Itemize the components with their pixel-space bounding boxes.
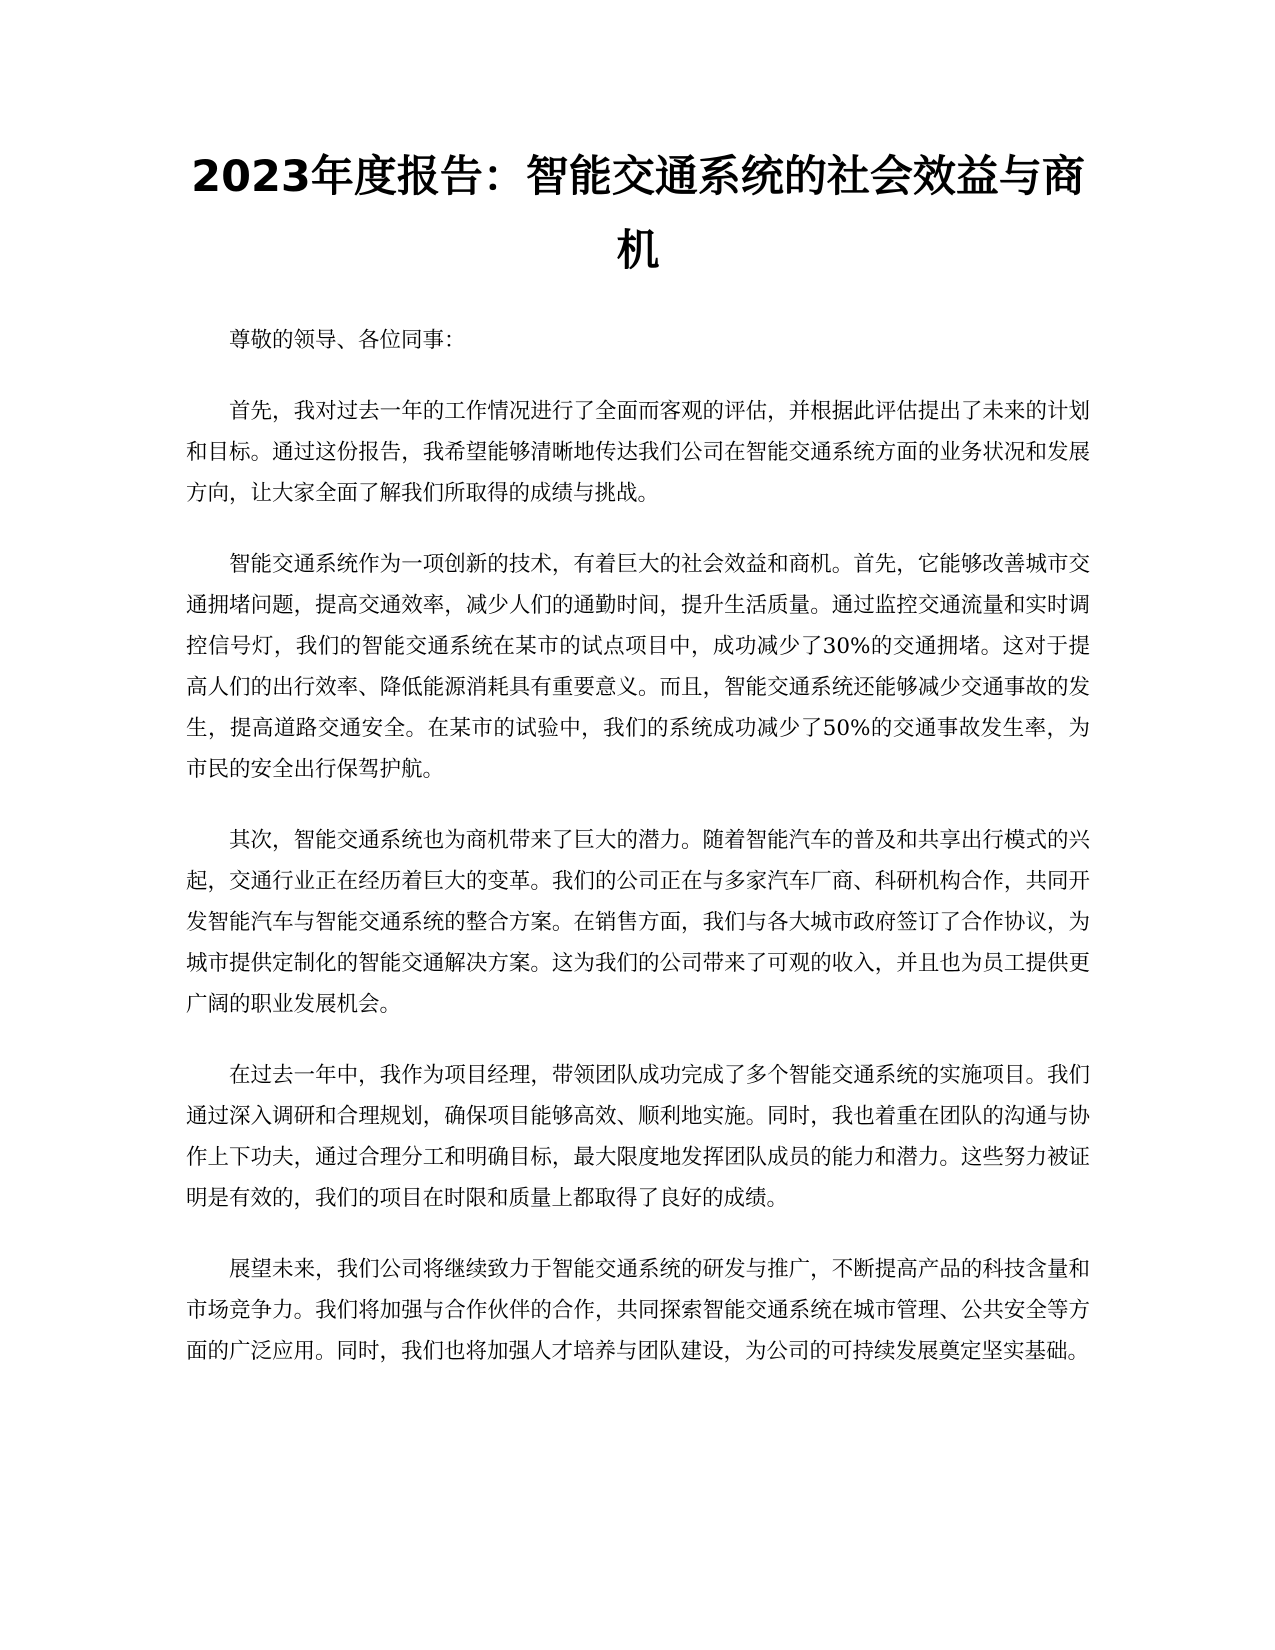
salutation: 尊敬的领导、各位同事： <box>229 328 466 353</box>
paragraph-project-review: 在过去一年中，我作为项目经理，带领团队成功完成了多个智能交通系统的实施项目。我们通过深入调研和合理规划，确保项目能够高效、顺利地实施。同时，我也着重在团队的沟通与协作上下功夫，通过合理分工和明确目标，最大限度地发挥团队成员的能力和潜力。这些努力被证明是有效的，我们的项目在时限和质量上都取得了良好的成绩。 <box>186 1063 1090 1211</box>
document-page <box>186 140 1090 1372</box>
document-title: 2023年度报告：智能交通系统的社会效益与商机 <box>191 152 1085 276</box>
paragraph-outlook: 展望未来，我们公司将继续致力于智能交通系统的研发与推广，不断提高产品的科技含量和市场竞争力。我们将加强与合作伙伴的合作，共同探索智能交通系统在城市管理、公共安全等方面的广泛应用。同时，我们也将加强人才培养与团队建设，为公司的可持续发展奠定坚实基础。 <box>186 1257 1090 1364</box>
paragraph-social-benefits: 智能交通系统作为一项创新的技术，有着巨大的社会效益和商机。首先，它能够改善城市交通拥堵问题，提高交通效率，减少人们的通勤时间，提升生活质量。通过监控交通流量和实时调控信号灯，我们的智能交通系统在某市的试点项目中，成功减少了30%的交通拥堵。这对于提高人们的出行效率、降低能源消耗具有重要意义。而且，智能交通系统还能够减少交通事故的发生，提高道路交通安全。在某市的试验中，我们的系统成功减少了50%的交通事故发生率，为市民的安全出行保驾护航。 <box>186 552 1090 782</box>
paragraph-business-opportunities: 其次，智能交通系统也为商机带来了巨大的潜力。随着智能汽车的普及和共享出行模式的兴起，交通行业正在经历着巨大的变革。我们的公司正在与多家汽车厂商、科研机构合作，共同开发智能汽车与智能交通系统的整合方案。在销售方面，我们与各大城市政府签订了合作协议，为城市提供定制化的智能交通解决方案。这为我们的公司带来了可观的收入，并且也为员工提供更广阔的职业发展机会。 <box>186 828 1090 1017</box>
paragraph-intro: 首先，我对过去一年的工作情况进行了全面而客观的评估，并根据此评估提出了未来的计划和目标。通过这份报告，我希望能够清晰地传达我们公司在智能交通系统方面的业务状况和发展方向，让大家全面了解我们所取得的成绩与挑战。 <box>186 399 1090 506</box>
